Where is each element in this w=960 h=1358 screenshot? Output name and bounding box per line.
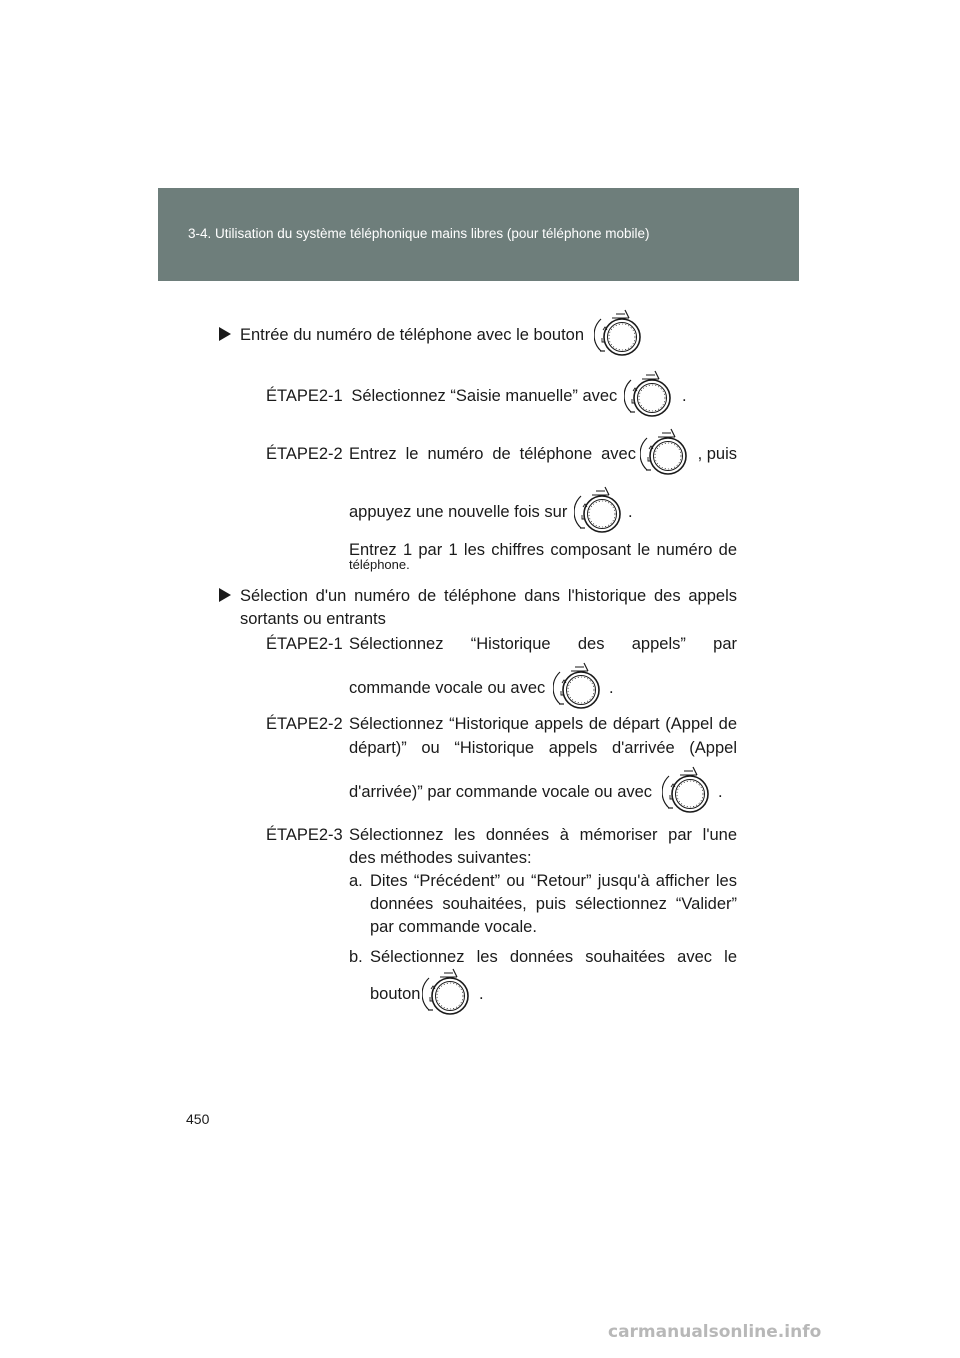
step-1-2-label: ÉTAPE2-2 [266, 445, 343, 463]
step-2-2-line3: d'arrivée)” par commande vocale ou avec [349, 783, 653, 801]
bullet-triangle-icon [219, 588, 231, 602]
watermark: carmanualsonline.info [608, 1322, 822, 1342]
tune-select-knob-icon [662, 764, 712, 820]
tune-select-knob-icon [640, 426, 690, 482]
step-1-2-period: . [628, 503, 633, 521]
step-1-2-line1: Entrez le numéro de téléphone avec [349, 445, 636, 463]
tune-select-knob-icon [594, 307, 644, 363]
step-2-2-line1: Sélectionnez “Historique appels de départ (Appel de [349, 715, 737, 733]
step-2-1-label: ÉTAPE2-1 [266, 635, 343, 653]
tune-select-knob-icon [624, 368, 674, 424]
section2-heading-line2: sortants ou entrants [240, 610, 386, 628]
note-line1: Entrez 1 par 1 les chiffres composant le numéro de [349, 541, 737, 559]
step-2-2-label: ÉTAPE2-2 [266, 715, 343, 733]
page-number: 450 [186, 1111, 210, 1127]
step-1-2-line2: appuyez une nouvelle fois sur [349, 503, 568, 521]
step-2-3-line2: des méthodes suivantes: [349, 849, 532, 867]
step-2-3-label: ÉTAPE2-3 [266, 826, 343, 844]
step-label: ÉTAPE2-1 [266, 387, 343, 405]
step-1-1-period: . [682, 387, 687, 405]
bullet-triangle-icon [219, 327, 231, 341]
option-b-line2: bouton [370, 985, 421, 1003]
step-2-1-line1: Sélectionnez “Historique des appels” par [349, 635, 737, 653]
option-b-line1: Sélectionnez les données souhaitées avec le [370, 948, 737, 966]
step-2-2-line2: départ)” ou “Historique appels d'arrivée (Appel [349, 739, 737, 757]
tune-select-knob-icon [574, 484, 624, 540]
step-1-2-end: , puis [697, 445, 737, 463]
option-a-marker: a. [349, 872, 363, 890]
option-a-line2: données souhaitées, puis sélectionnez “Valider” [370, 895, 737, 913]
section2-heading-line1: Sélection d'un numéro de téléphone dans l'historique des appels [219, 584, 737, 608]
tune-select-knob-icon [422, 966, 472, 1022]
step-2-1-period: . [609, 679, 614, 697]
section-title: 3-4. Utilisation du système téléphonique mains libres (pour téléphone mobile) [188, 226, 650, 241]
step-1-1-line1: ÉTAPE2-1 Sélectionnez “Saisie manuelle” avec [266, 387, 618, 405]
step-2-3-line1: Sélectionnez les données à mémoriser par l'une [349, 826, 737, 844]
step-2-2-period: . [718, 783, 723, 801]
option-a-line1: Dites “Précédent” ou “Retour” jusqu'à afficher les [370, 872, 737, 890]
step-2-1-line2: commande vocale ou avec [349, 679, 546, 697]
section1-heading: Entrée du numéro de téléphone avec le bouton [219, 323, 584, 347]
note-line2: téléphone. [349, 557, 410, 572]
option-b-marker: b. [349, 948, 363, 966]
option-a-line3: par commande vocale. [370, 918, 537, 936]
section-header-band [158, 188, 799, 281]
tune-select-knob-icon [553, 660, 603, 716]
option-b-period: . [479, 985, 484, 1003]
